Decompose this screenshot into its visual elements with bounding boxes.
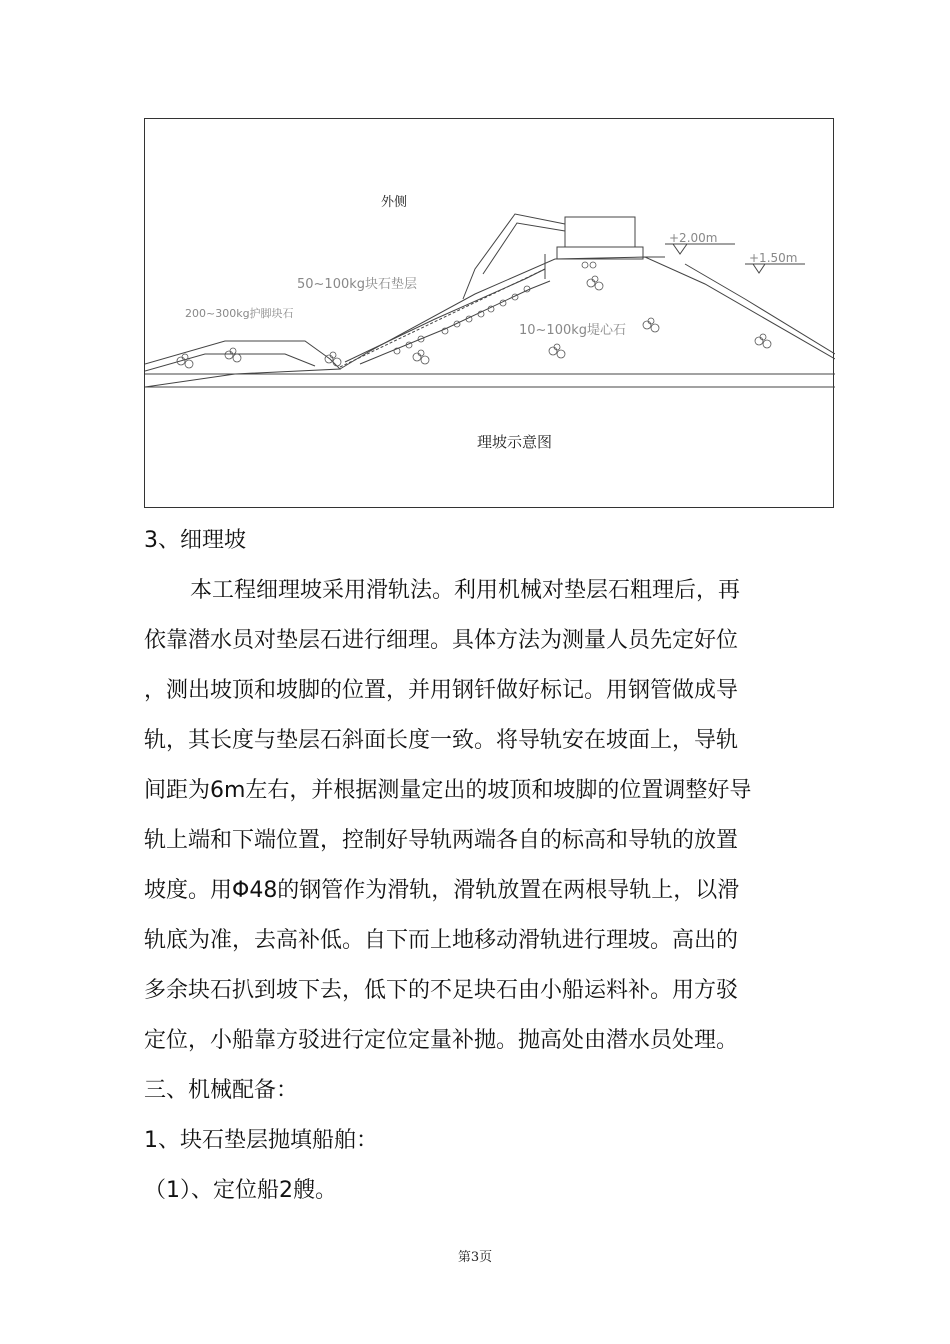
right-slope-layer [685, 264, 835, 354]
label-outside: 外侧 [381, 195, 408, 210]
elevation-marker-1 [673, 244, 687, 254]
label-elevation-2: +1.50m [749, 251, 798, 265]
page-number: 第3页 [457, 1250, 493, 1265]
paragraph-line: 本工程细理坡采用滑轨法。利用机械对垫层石粗理后，再 [190, 578, 741, 603]
excavator-cab [565, 217, 635, 247]
paragraph-line: 间距为6m左右，并根据测量定出的坡顶和坡脚的位置调整好导 [144, 778, 752, 803]
section-heading-fine-slope: 3、细理坡 [144, 528, 246, 553]
elevation-marker-2 [753, 264, 765, 273]
document-body [144, 516, 824, 1216]
paragraph-line: 轨上端和下端位置，控制好导轨两端各自的标高和导轨的放置 [144, 828, 739, 853]
paragraph-line: 多余块石扒到坡下去，低下的不足块石由小船运料补。用方驳 [144, 978, 739, 1003]
label-toe-rock: 200~300kg护脚块石 [185, 307, 294, 320]
paragraph-line: ，测出坡顶和坡脚的位置，并用钢钎做好标记。用钢管做成导 [144, 678, 739, 703]
figure-caption: 理坡示意图 [477, 433, 553, 451]
slope-diagram [144, 118, 834, 508]
label-elevation-1: +2.00m [669, 231, 718, 245]
section-heading-machinery: 三、机械配备： [144, 1078, 299, 1103]
label-core-rock: 10~100kg堤心石 [519, 323, 627, 338]
paragraph-line: 依靠潜水员对垫层石进行细理。具体方法为测量人员先定好位 [144, 628, 739, 653]
excavator-arm-inner [483, 223, 565, 274]
paragraph-line: 坡度。用Φ48的钢管作为滑轨，滑轨放置在两根导轨上，以滑 [144, 878, 740, 903]
paragraph-line: 定位，小船靠方驳进行定位定量补抛。抛高处由潜水员处理。 [144, 1028, 739, 1053]
list-item: （1）、定位船2艘。 [144, 1178, 337, 1203]
sub-heading-vessels: 1、块石垫层抛填船舶： [144, 1128, 378, 1153]
label-cushion-layer: 50~100kg块石垫层 [297, 277, 418, 292]
paragraph-line: 轨，其长度与垫层石斜面长度一致。将导轨安在坡面上，导轨 [144, 728, 739, 753]
paragraph-line: 轨底为准，去高补低。自下而上地移动滑轨进行理坡。高出的 [144, 928, 739, 953]
